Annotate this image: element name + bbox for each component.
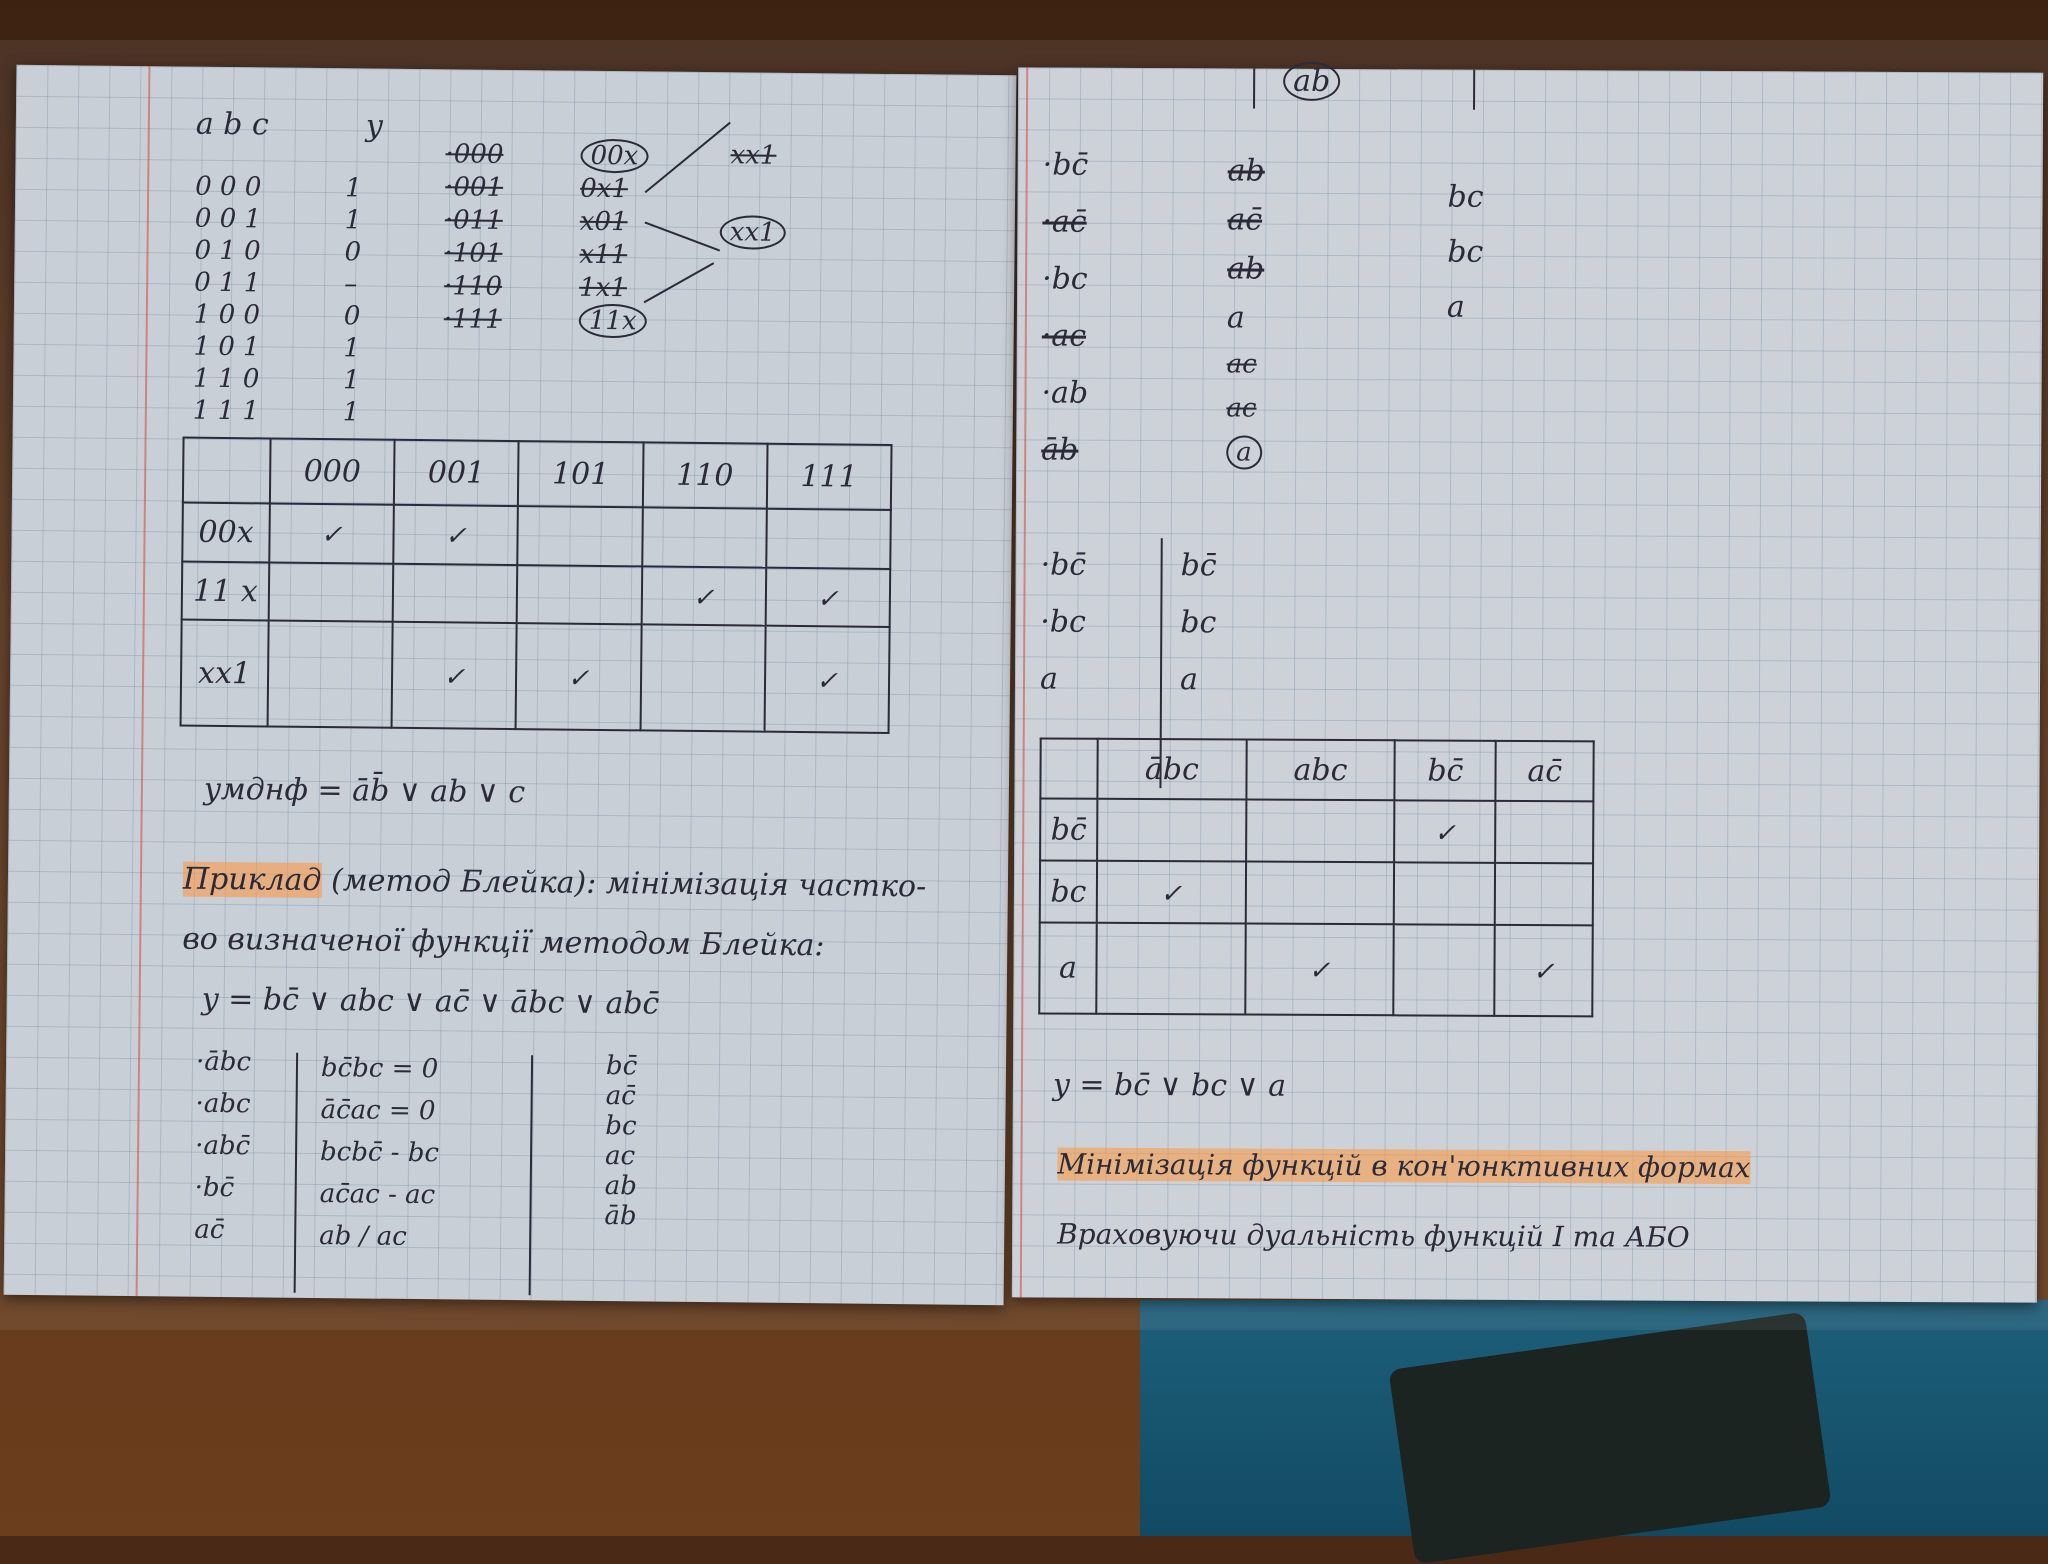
- row-label: bc: [1040, 860, 1097, 922]
- list-item: bc: [1447, 234, 1484, 270]
- list-item: ·bc̄: [194, 1172, 235, 1204]
- coverage-table: [1038, 737, 1594, 1017]
- row-label: xx1: [181, 620, 269, 727]
- column-header: ābc: [1097, 739, 1246, 800]
- list-item: āb: [1041, 432, 1079, 468]
- table-row: [1039, 922, 1592, 1016]
- result-formula: yмднф = āb̄ ∨ ab ∨ c: [203, 771, 526, 811]
- list-item: ac̄ac - ac: [319, 1179, 436, 1211]
- column-header: 000: [270, 438, 395, 505]
- list-item: ·bc: [1040, 604, 1086, 640]
- table-row: 0 1 1 –: [194, 267, 358, 300]
- check-mark: ✓: [320, 520, 343, 551]
- column-header: 110: [642, 442, 767, 509]
- list-item: x01: [579, 206, 628, 238]
- list-item: 00x: [580, 139, 648, 174]
- list-item: āb: [604, 1201, 637, 1232]
- left-page: [4, 65, 1017, 1305]
- check-mark: ✓: [1434, 818, 1457, 849]
- check-mark: ✓: [815, 665, 838, 697]
- example-formula: y = bc̄ ∨ abc ∨ ac̄ ∨ ābc ∨ abc̄: [201, 981, 660, 1022]
- list-item: a: [1226, 300, 1245, 336]
- check-mark: ✓: [816, 583, 839, 614]
- list-item: ab: [1227, 251, 1265, 287]
- table-row: [182, 561, 891, 627]
- merge-line: [644, 221, 720, 251]
- list-item: ·001: [445, 172, 504, 203]
- list-item: a: [1446, 289, 1465, 325]
- list-item: 1x1: [579, 272, 628, 304]
- list-item: ·101: [444, 238, 503, 269]
- list-item: ac̄: [1227, 202, 1263, 238]
- list-item: bc: [1180, 605, 1217, 641]
- list-item: ac̄: [194, 1214, 225, 1246]
- margin-line: [136, 66, 151, 1296]
- divider: [529, 1055, 534, 1295]
- list-item: bc̄: [1180, 548, 1217, 584]
- list-item: bc̄: [605, 1051, 638, 1082]
- list-item: ·ac: [1041, 318, 1087, 354]
- split-right-column: [1180, 548, 1217, 697]
- table-row: 1 0 1 1: [193, 331, 361, 364]
- section-text: Враховуючи дуальність функцій І та АБО: [1057, 1217, 1690, 1254]
- check-mark: ✓: [1160, 878, 1183, 909]
- list-item: a: [1039, 661, 1059, 697]
- list-item: 11x: [579, 304, 647, 339]
- list-item: ·bc: [1042, 261, 1088, 297]
- table-row: [182, 503, 891, 569]
- list-item: ·bc̄: [1042, 147, 1089, 183]
- result-formula: y = bc̄ ∨ bc ∨ a: [1052, 1067, 1287, 1104]
- list-item: bc: [605, 1111, 637, 1142]
- divider: [1253, 69, 1255, 109]
- column-header: ac̄: [1496, 741, 1594, 802]
- minterm-list: [444, 139, 504, 335]
- table-row: 1 1 0 1: [193, 363, 360, 396]
- table-row: [1040, 798, 1593, 863]
- blake-right-column: [604, 1051, 638, 1231]
- list-item: ab: [1227, 153, 1265, 189]
- list-item: ·011: [444, 205, 503, 236]
- table-row: 0 0 0 1: [195, 171, 362, 204]
- merged-circled: xx1: [720, 215, 786, 250]
- column-header: abc: [1246, 740, 1395, 801]
- list-item: a: [1226, 435, 1262, 469]
- table-corner: [183, 438, 271, 504]
- example-text-line-1: (метод Блейка): мінімізація частко-: [330, 863, 927, 905]
- list-item: ·abc: [195, 1088, 251, 1120]
- list-item: ab: [604, 1171, 638, 1202]
- row-label: 00x: [182, 503, 270, 562]
- merged-top: xx1: [730, 140, 777, 171]
- list-item: ·abc̄: [195, 1130, 251, 1162]
- list-item: x11: [579, 239, 628, 271]
- list-item: ·ābc: [195, 1046, 252, 1078]
- list-item: ·ac̄: [1042, 204, 1087, 240]
- column-header: 101: [518, 441, 643, 508]
- list-item: 0x1: [580, 173, 629, 205]
- list-item: ·000: [445, 139, 504, 170]
- right-col-3: [1447, 180, 1484, 325]
- divider: [294, 1053, 299, 1293]
- section-heading: Мінімізація функцій в кон'юнктивних формах: [1057, 1147, 1751, 1185]
- list-item: a: [1179, 662, 1199, 698]
- margin-line: [1020, 67, 1028, 1297]
- column-header: 111: [767, 444, 892, 511]
- example-heading: Приклад: [182, 861, 322, 899]
- list-item: ·110: [444, 271, 503, 302]
- column-header: bc̄: [1395, 740, 1496, 801]
- table-row: [1040, 860, 1593, 925]
- check-mark: ✓: [1532, 957, 1555, 988]
- check-mark: ✓: [1308, 955, 1331, 986]
- list-item: ac: [604, 1141, 636, 1172]
- table-corner: [1040, 738, 1097, 798]
- truth-table-rows: [193, 172, 362, 428]
- blake-middle-column: [319, 1053, 440, 1252]
- table-row: [181, 620, 890, 733]
- list-item: ac: [1226, 393, 1257, 424]
- list-item: bc: [1447, 179, 1484, 215]
- check-mark: ✓: [692, 582, 715, 613]
- coverage-table: [180, 437, 893, 734]
- list-item: ·111: [443, 304, 502, 335]
- right-col-1: [1041, 147, 1089, 467]
- merge-line: [645, 122, 731, 193]
- row-label: bc̄: [1040, 798, 1097, 860]
- list-item: ab / ac: [319, 1221, 407, 1252]
- top-circled-term: ab: [1283, 62, 1340, 101]
- right-col-2: [1226, 153, 1265, 467]
- table-row: 1 1 1 1: [192, 395, 360, 428]
- truth-table-header-output: y: [365, 108, 383, 144]
- table-row: 1 0 0 0: [193, 299, 361, 332]
- column-header: 001: [394, 440, 519, 507]
- check-mark: ✓: [443, 661, 466, 693]
- list-item: ac: [1226, 349, 1257, 380]
- implicant-list: [579, 141, 649, 337]
- row-label: a: [1039, 922, 1096, 1013]
- list-item: ·bc̄: [1040, 547, 1087, 583]
- table-row: 0 0 1 1: [194, 203, 362, 236]
- check-mark: ✓: [567, 663, 590, 694]
- split-left-column: [1040, 547, 1086, 696]
- merge-line: [644, 262, 715, 303]
- list-item: āc̄ac = 0: [320, 1095, 436, 1127]
- right-page: [1012, 63, 2043, 1302]
- divider: [1473, 70, 1475, 110]
- truth-table-header-inputs: a b c: [195, 106, 270, 143]
- list-item: bc̄bc = 0: [320, 1053, 439, 1085]
- row-label: 11 x: [182, 561, 270, 620]
- table-row: 0 1 0 0: [194, 235, 362, 268]
- list-item: ·ab: [1041, 375, 1089, 411]
- example-text-line-2: во визначеної функції методом Блейка:: [182, 921, 825, 964]
- list-item: bcbc̄ - bc: [319, 1137, 440, 1169]
- list-item: ac̄: [605, 1081, 636, 1112]
- check-mark: ✓: [444, 521, 467, 552]
- blake-left-column: [194, 1047, 251, 1246]
